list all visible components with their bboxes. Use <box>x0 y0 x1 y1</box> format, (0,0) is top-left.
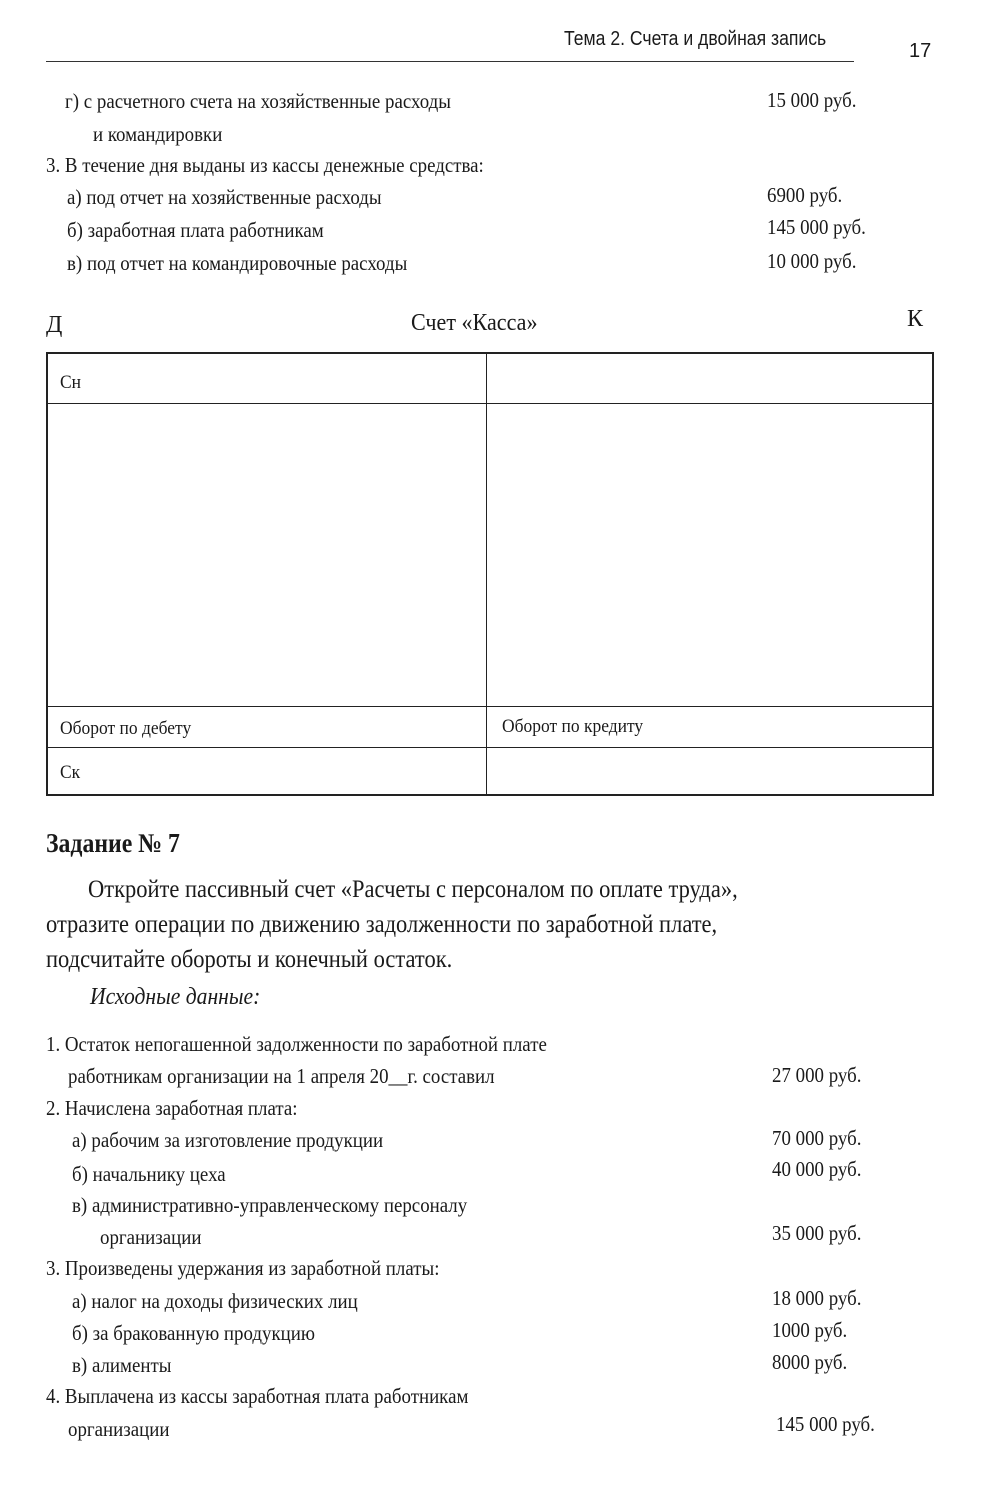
task-item-text: 3. Произведены удержания из заработной платы: <box>46 1256 440 1280</box>
list-item-text: в) под отчет на командировочные расходы <box>67 251 408 275</box>
task-item-amount: 70 000 руб. <box>772 1126 862 1150</box>
running-head-title: Тема 2. Счета и двойная запись <box>564 28 827 50</box>
task-item-text: а) рабочим за изготовление продукции <box>72 1128 384 1152</box>
task-item-text: б) за бракованную продукцию <box>72 1321 315 1345</box>
list-item-amount: 10 000 руб. <box>767 249 857 273</box>
task-item-text: в) административно-управленческому персоналу <box>72 1193 468 1217</box>
source-data-heading: Исходные данные: <box>90 984 261 1010</box>
task-paragraph-line: Откройте пассивный счет «Расчеты с персоналом по оплате труда», <box>88 876 738 903</box>
task-item-text: 2. Начислена заработная плата: <box>46 1096 298 1120</box>
task-item-text: организации <box>100 1225 202 1249</box>
task-item-text: а) налог на доходы физических лиц <box>72 1289 358 1313</box>
debit-turnover-label: Оборот по дебету <box>60 718 192 739</box>
list-item-text: а) под отчет на хозяйственные расходы <box>67 185 382 209</box>
task-item-text: организации <box>68 1417 170 1441</box>
t-account-table <box>46 352 934 796</box>
table-divider <box>48 747 932 748</box>
credit-turnover-label: Оборот по кредиту <box>502 716 644 737</box>
task-item-amount: 40 000 руб. <box>772 1157 862 1181</box>
list-item-amount: 6900 руб. <box>767 183 843 207</box>
list-item-amount: 15 000 руб. <box>767 88 857 112</box>
task-item-amount: 1000 руб. <box>772 1318 848 1342</box>
header-rule <box>46 61 854 62</box>
list-item-text: 3. В течение дня выданы из кассы денежные средства: <box>46 153 484 177</box>
task-item-text: б) начальнику цеха <box>72 1162 226 1186</box>
task-item-text: 4. Выплачена из кассы заработная плата работникам <box>46 1384 469 1408</box>
task-item-amount: 145 000 руб. <box>776 1412 875 1436</box>
task-item-text: работникам организации на 1 апреля 20__г. составил <box>68 1064 495 1088</box>
table-divider <box>48 706 932 707</box>
task-item-amount: 8000 руб. <box>772 1350 848 1374</box>
list-item-text: б) заработная плата работникам <box>67 218 324 242</box>
list-item-text: г) с расчетного счета на хозяйственные расходы <box>65 89 451 113</box>
task-item-text: 1. Остаток непогашенной задолженности по заработной плате <box>46 1032 547 1056</box>
task-item-amount: 18 000 руб. <box>772 1286 862 1310</box>
table-divider-vertical <box>486 354 487 794</box>
task-paragraph-line: отразите операции по движению задолженности по заработной плате, <box>46 911 718 938</box>
task-item-text: в) алименты <box>72 1353 172 1377</box>
list-item-text: и командировки <box>93 122 223 146</box>
table-divider <box>48 403 932 404</box>
debit-label: Д <box>46 312 63 338</box>
account-title: Счет «Касса» <box>411 310 538 336</box>
page-number: 17 <box>909 40 932 62</box>
task-item-amount: 27 000 руб. <box>772 1063 862 1087</box>
task-paragraph-line: подсчитайте обороты и конечный остаток. <box>46 946 453 973</box>
closing-balance-label: Ск <box>60 762 81 783</box>
task-title: Задание № 7 <box>46 828 180 858</box>
task-item-amount: 35 000 руб. <box>772 1221 862 1245</box>
opening-balance-label: Сн <box>60 372 82 393</box>
credit-label: К <box>907 306 924 332</box>
list-item-amount: 145 000 руб. <box>767 215 866 239</box>
